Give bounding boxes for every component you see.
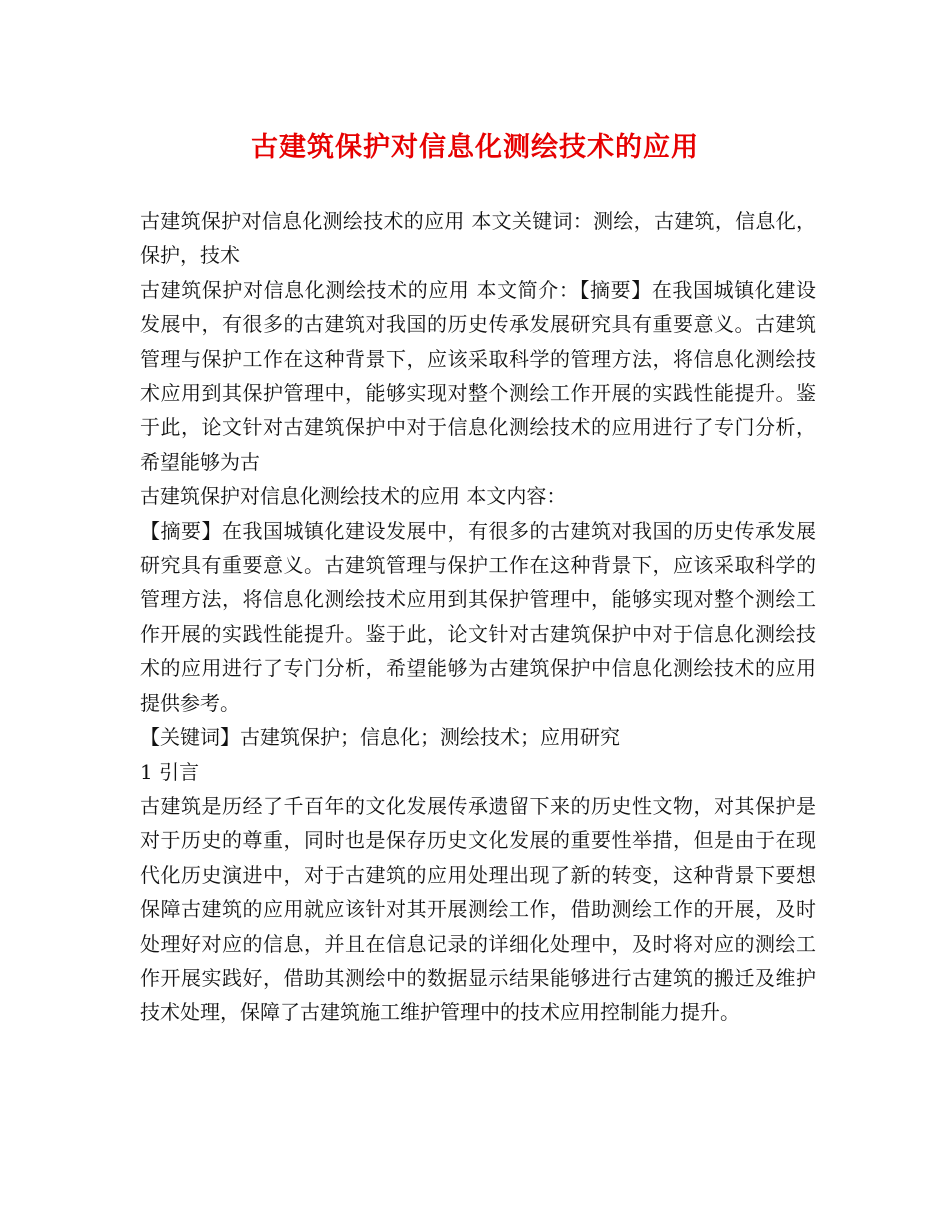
document-body: [140, 204, 816, 1030]
section-heading-introduction: 1 引言: [140, 759, 200, 784]
document-title: 古建筑保护对信息化测绘技术的应用: [251, 132, 699, 163]
summary-paragraph: 古建筑保护对信息化测绘技术的应用 本文简介：【摘要】在我国城镇化建设发展中，有很多的古建筑对我国的历史传承发展研究具有重要意义。古建筑管理与保护工作在这种背景下，应该采取科学的管理方法，将信息化测绘技术应用到其保护管理中，能够实现对整个测绘工作开展的实践性能提升。鉴于此，论文针对古建筑保护中对于信息化测绘技术的应用进行了专门分析，希望能够为古: [140, 277, 816, 474]
content-heading-paragraph: 古建筑保护对信息化测绘技术的应用 本文内容：: [140, 484, 567, 509]
introduction-paragraph: 古建筑是历经了千百年的文化发展传承遗留下来的历史性文物，对其保护是对于历史的尊重，同时也是保存历史文化发展的重要性举措，但是由于在现代化历史演进中，对于古建筑的应用处理出现了新的转变，这种背景下要想保障古建筑的应用就应该针对其开展测绘工作，借助测绘工作的开展，及时处理好对应的信息，并且在信息记录的详细化处理中，及时将对应的测绘工作开展实践好，借助其测绘中的数据显示结果能够进行古建筑的搬迁及维护技术处理，保障了古建筑施工维护管理中的技术应用控制能力提升。: [140, 793, 816, 1025]
keywords-paragraph: 古建筑保护对信息化测绘技术的应用 本文关键词：测绘，古建筑，信息化，保护，技术: [140, 209, 816, 268]
keyword-list-paragraph: 【关键词】古建筑保护；信息化；测绘技术；应用研究: [140, 725, 620, 750]
abstract-paragraph: 【摘要】在我国城镇化建设发展中，有很多的古建筑对我国的历史传承发展研究具有重要意义。古建筑管理与保护工作在这种背景下，应该采取科学的管理方法，将信息化测绘技术应用到其保护管理中，能够实现对整个测绘工作开展的实践性能提升。鉴于此，论文针对古建筑保护中对于信息化测绘技术的应用进行了专门分析，希望能够为古建筑保护中信息化测绘技术的应用提供参考。: [140, 518, 816, 715]
